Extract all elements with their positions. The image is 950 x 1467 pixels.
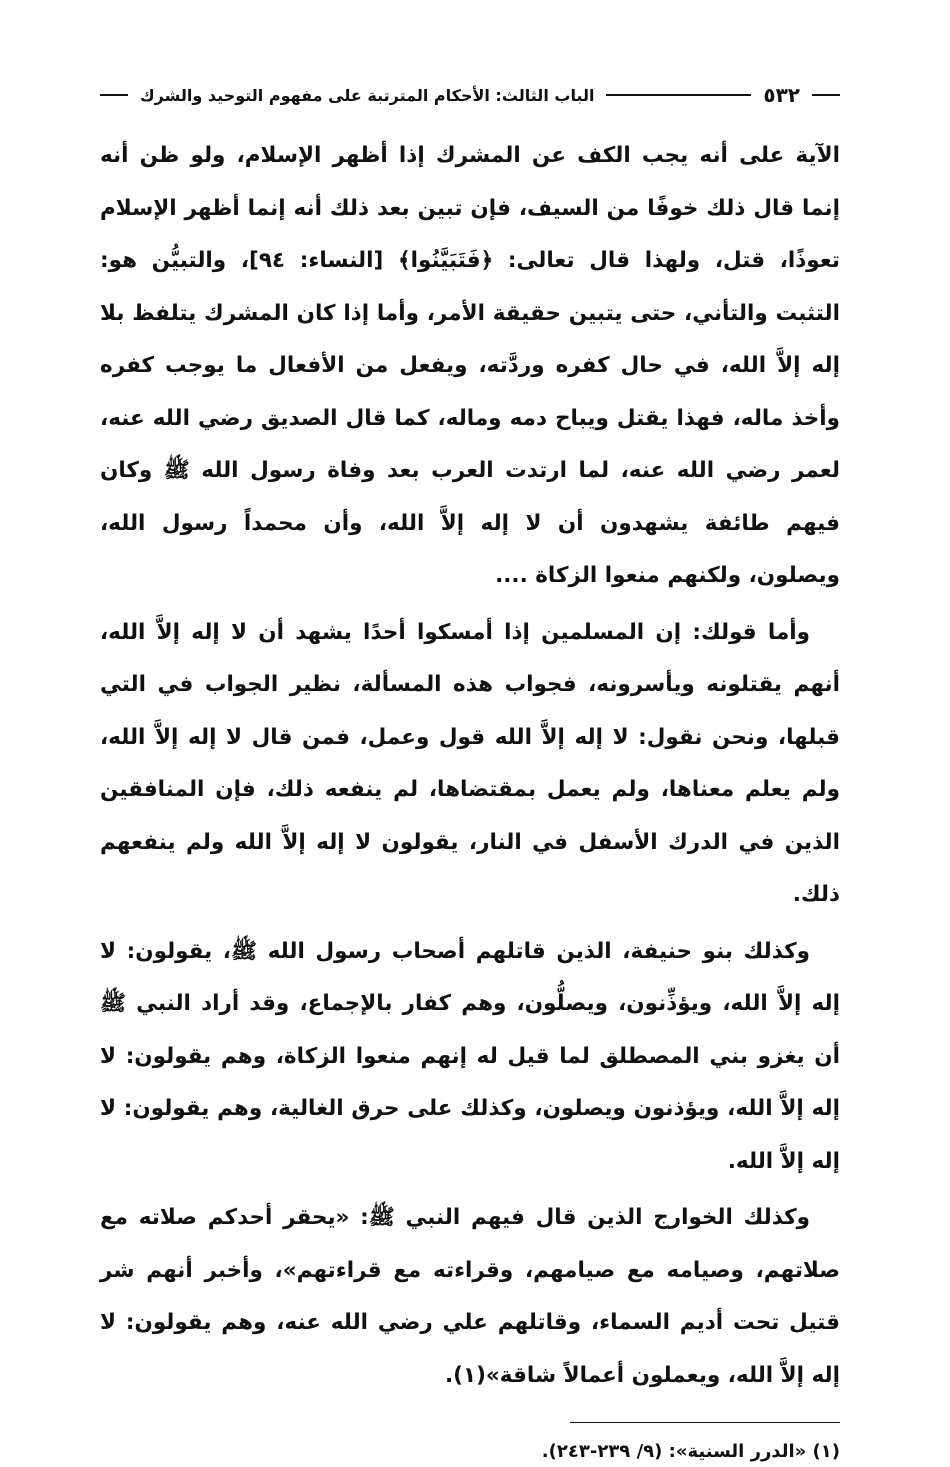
chapter-title: الباب الثالث: الأحكام المترتبة على مفهوم التوحيد والشرك	[140, 85, 595, 105]
paragraph-4: وكذلك الخوارج الذين قال فيهم النبي ﷺ: «يحقر أحدكم صلاته مع صلاتهم، وصيامه مع صيامهم، وقراءته مع قراءتهم»، وأخبر أنهم شر قتيل تحت أديم السماء، وقاتلهم علي رضي الله عنه، وهم يقولون: لا إله إلاَّ الله، ويعملون أعمالاً شاقة»(١).	[100, 1205, 840, 1388]
header-rule	[606, 94, 751, 96]
running-header	[100, 80, 840, 110]
paragraph-1: الآية على أنه يجب الكف عن المشرك إذا أظهر الإسلام، ولو ظن أنه إنما قال ذلك خوفًا من السيف، فإن تبين بعد ذلك أنه إنما أظهر الإسلام تعوذًا، قتل، ولهذا قال تعالى: ﴿فَتَبَيَّنُوا﴾ [النساء: ٩٤]، والتبيُّن هو: التثبت والتأني، حتى يتبين حقيقة الأمر، وأما إذا كان المشرك يتلفظ بلا إله إلاَّ الله، في حال كفره وردَّته، ويفعل من الأفعال ما يوجب كفره وأخذ ماله، فهذا يقتل ويباح دمه وماله، كما قال الصديق رضي الله عنه، لعمر رضي الله عنه، لما ارتدت العرب بعد وفاة رسول الله ﷺ وكان فيهم طائفة يشهدون أن لا إله إلاَّ الله، وأن محمداً رسول الله، ويصلون، ولكنهم منعوا الزكاة ....	[100, 143, 840, 588]
body-text	[100, 130, 840, 1402]
footnote: (١) «الدرر السنية»: (٩/ ٢٣٩-٢٤٣).	[541, 1441, 840, 1462]
paragraph-3: وكذلك بنو حنيفة، الذين قاتلهم أصحاب رسول الله ﷺ، يقولون: لا إله إلاَّ الله، ويؤذِّنون، ويصلُّون، وهم كفار بالإجماع، وقد أراد النبي ﷺ أن يغزو بني المصطلق لما قيل له إنهم منعوا الزكاة، وهم يقولون: لا إله إلاَّ الله، ويؤذنون ويصلون، وكذلك على حرق الغالية، وهم يقولون: لا إله إلاَّ الله.	[100, 938, 840, 1174]
footnote-separator	[570, 1422, 840, 1423]
header-dash-left	[100, 94, 128, 96]
paragraph-2: وأما قولك: إن المسلمين إذا أمسكوا أحدًا يشهد أن لا إله إلاَّ الله، أنهم يقتلونه ويأسرونه، فجواب هذه المسألة، نظير الجواب في التي قبلها، ونحن نقول: لا إله إلاَّ الله قول وعمل، فمن قال لا إله إلاَّ الله، ولم يعلم معناها، ولم يعمل بمقتضاها، لم ينفعه ذلك، فإن المنافقين الذين في الدرك الأسفل في النار، يقولون لا إله إلاَّ الله ولم ينفعهم ذلك.	[100, 619, 840, 907]
page-number: ٥٣٢	[763, 83, 800, 107]
header-dash-right	[812, 94, 840, 96]
book-page	[100, 80, 840, 1467]
